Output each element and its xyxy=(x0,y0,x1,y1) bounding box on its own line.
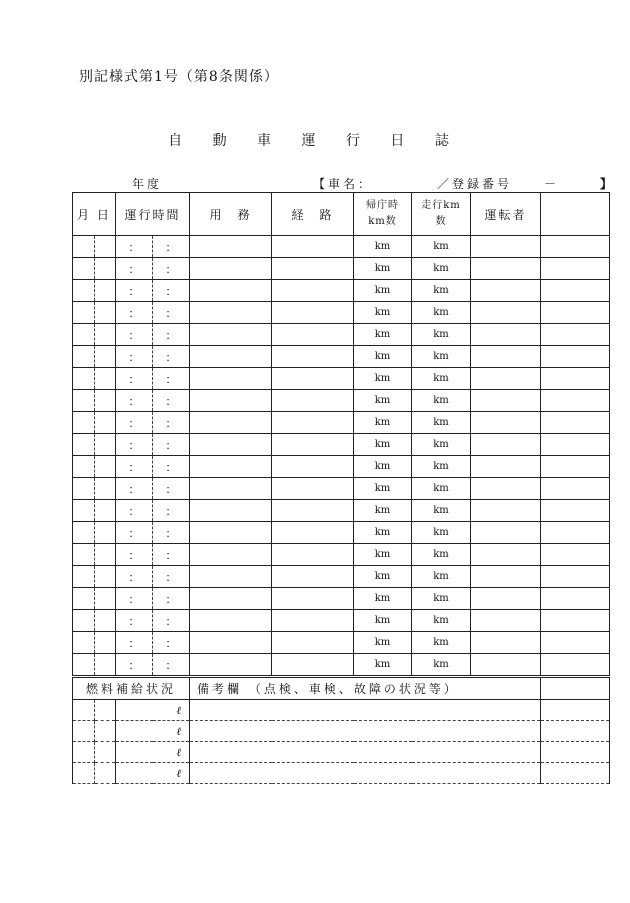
return-km-cell[interactable]: km xyxy=(354,258,412,280)
driver-cell[interactable] xyxy=(471,456,541,478)
driver-cell[interactable] xyxy=(471,236,541,258)
driver-cell[interactable] xyxy=(471,654,541,677)
end-time-cell[interactable]: ： xyxy=(153,522,190,544)
day-cell[interactable] xyxy=(95,390,116,412)
end-time-cell[interactable]: ： xyxy=(153,258,190,280)
end-time-cell[interactable]: ： xyxy=(153,544,190,566)
fuel-day-cell[interactable] xyxy=(95,721,116,742)
log-row xyxy=(73,412,610,434)
month-cell[interactable] xyxy=(73,346,95,368)
start-time-cell[interactable]: ： xyxy=(116,588,153,610)
end-time-cell[interactable]: ： xyxy=(153,390,190,412)
start-time-cell[interactable]: ： xyxy=(116,544,153,566)
month-cell[interactable] xyxy=(73,456,95,478)
purpose-cell[interactable] xyxy=(190,236,272,258)
purpose-cell[interactable] xyxy=(190,478,272,500)
purpose-cell[interactable] xyxy=(190,324,272,346)
route-cell[interactable] xyxy=(272,588,354,610)
log-row xyxy=(73,258,610,280)
extra-cell[interactable] xyxy=(541,390,610,412)
purpose-cell[interactable] xyxy=(190,434,272,456)
return-km-cell[interactable]: km xyxy=(354,346,412,368)
month-cell[interactable] xyxy=(73,412,95,434)
month-cell[interactable] xyxy=(73,368,95,390)
route-cell[interactable] xyxy=(272,324,354,346)
fuel-header: 燃料補給状況 xyxy=(73,677,190,700)
extra-cell[interactable] xyxy=(541,478,610,500)
route-cell[interactable] xyxy=(272,302,354,324)
fuel-liter-cell[interactable]: ℓ xyxy=(116,700,190,721)
extra-cell[interactable] xyxy=(541,566,610,588)
header-month-day: 月 日 xyxy=(73,193,116,236)
route-cell[interactable] xyxy=(272,632,354,654)
driver-cell[interactable] xyxy=(471,610,541,632)
log-row xyxy=(73,632,610,654)
log-row xyxy=(73,390,610,412)
return-km-cell[interactable]: km xyxy=(354,390,412,412)
distance-km-cell[interactable]: km xyxy=(412,236,471,258)
extra-cell[interactable] xyxy=(541,500,610,522)
month-cell[interactable] xyxy=(73,610,95,632)
route-cell[interactable] xyxy=(272,456,354,478)
month-cell[interactable] xyxy=(73,478,95,500)
day-cell[interactable] xyxy=(95,412,116,434)
route-cell[interactable] xyxy=(272,368,354,390)
start-time-cell[interactable]: ： xyxy=(116,368,153,390)
end-time-cell[interactable]: ： xyxy=(153,280,190,302)
header-distance-line1: 走行km xyxy=(421,200,461,211)
remarks-header: 備考欄 （点検、車検、故障の状況等） xyxy=(190,677,541,700)
distance-km-cell[interactable]: km xyxy=(412,654,471,677)
log-row xyxy=(73,434,610,456)
header-return-km-line1: 帰庁時 xyxy=(366,200,400,211)
log-row xyxy=(73,368,610,390)
route-cell[interactable] xyxy=(272,258,354,280)
extra-cell[interactable] xyxy=(541,632,610,654)
extra-cell[interactable] xyxy=(541,346,610,368)
route-cell[interactable] xyxy=(272,280,354,302)
extra-cell[interactable] xyxy=(541,456,610,478)
start-time-cell[interactable]: ： xyxy=(116,522,153,544)
fuel-header-row xyxy=(73,677,610,700)
distance-km-cell[interactable]: km xyxy=(412,478,471,500)
return-km-cell[interactable]: km xyxy=(354,500,412,522)
purpose-cell[interactable] xyxy=(190,368,272,390)
driver-cell[interactable] xyxy=(471,412,541,434)
month-cell[interactable] xyxy=(73,566,95,588)
distance-km-cell[interactable]: km xyxy=(412,588,471,610)
remarks-extra-cell[interactable] xyxy=(541,700,610,721)
driver-cell[interactable] xyxy=(471,258,541,280)
day-cell[interactable] xyxy=(95,566,116,588)
extra-cell[interactable] xyxy=(541,434,610,456)
start-time-cell[interactable]: ： xyxy=(116,346,153,368)
route-cell[interactable] xyxy=(272,654,354,677)
remarks-cell[interactable] xyxy=(190,700,541,721)
header-return-km xyxy=(354,193,412,236)
driver-cell[interactable] xyxy=(471,566,541,588)
day-cell[interactable] xyxy=(95,280,116,302)
extra-cell[interactable] xyxy=(541,588,610,610)
return-km-cell[interactable]: km xyxy=(354,478,412,500)
end-time-cell[interactable]: ： xyxy=(153,434,190,456)
start-time-cell[interactable]: ： xyxy=(116,258,153,280)
route-cell[interactable] xyxy=(272,478,354,500)
distance-km-cell[interactable]: km xyxy=(412,522,471,544)
start-time-cell[interactable]: ： xyxy=(116,324,153,346)
end-time-cell[interactable]: ： xyxy=(153,324,190,346)
fuel-liter-cell[interactable]: ℓ xyxy=(116,721,190,742)
return-km-cell[interactable]: km xyxy=(354,566,412,588)
fuel-row xyxy=(73,742,610,763)
purpose-cell[interactable] xyxy=(190,544,272,566)
month-cell[interactable] xyxy=(73,434,95,456)
remarks-extra-cell[interactable] xyxy=(541,721,610,742)
return-km-cell[interactable]: km xyxy=(354,654,412,677)
start-time-cell[interactable]: ： xyxy=(116,236,153,258)
distance-km-cell[interactable]: km xyxy=(412,390,471,412)
purpose-cell[interactable] xyxy=(190,632,272,654)
month-cell[interactable] xyxy=(73,324,95,346)
purpose-cell[interactable] xyxy=(190,588,272,610)
month-cell[interactable] xyxy=(73,280,95,302)
purpose-cell[interactable] xyxy=(190,258,272,280)
log-row xyxy=(73,588,610,610)
route-cell[interactable] xyxy=(272,412,354,434)
purpose-cell[interactable] xyxy=(190,412,272,434)
distance-km-cell[interactable]: km xyxy=(412,346,471,368)
start-time-cell[interactable]: ： xyxy=(116,500,153,522)
purpose-cell[interactable] xyxy=(190,566,272,588)
day-cell[interactable] xyxy=(95,368,116,390)
distance-km-cell[interactable]: km xyxy=(412,566,471,588)
day-cell[interactable] xyxy=(95,258,116,280)
extra-cell[interactable] xyxy=(541,368,610,390)
fuel-row xyxy=(73,700,610,721)
return-km-cell[interactable]: km xyxy=(354,588,412,610)
driver-cell[interactable] xyxy=(471,522,541,544)
end-time-cell[interactable]: ： xyxy=(153,566,190,588)
start-time-cell[interactable]: ： xyxy=(116,456,153,478)
fuel-day-cell[interactable] xyxy=(95,700,116,721)
route-cell[interactable] xyxy=(272,566,354,588)
start-time-cell[interactable]: ： xyxy=(116,302,153,324)
driver-cell[interactable] xyxy=(471,302,541,324)
route-cell[interactable] xyxy=(272,522,354,544)
return-km-cell[interactable]: km xyxy=(354,302,412,324)
end-time-cell[interactable]: ： xyxy=(153,654,190,677)
return-km-cell[interactable]: km xyxy=(354,280,412,302)
start-time-cell[interactable]: ： xyxy=(116,632,153,654)
end-time-cell[interactable]: ： xyxy=(153,588,190,610)
day-cell[interactable] xyxy=(95,610,116,632)
start-time-cell[interactable]: ： xyxy=(116,654,153,677)
end-time-cell[interactable]: ： xyxy=(153,412,190,434)
month-cell[interactable] xyxy=(73,302,95,324)
fuel-month-cell[interactable] xyxy=(73,721,95,742)
route-cell[interactable] xyxy=(272,434,354,456)
car-name-label: 【車名： xyxy=(313,177,374,191)
driver-cell[interactable] xyxy=(471,500,541,522)
return-km-cell[interactable]: km xyxy=(354,324,412,346)
log-row xyxy=(73,610,610,632)
log-row xyxy=(73,346,610,368)
fuel-month-cell[interactable] xyxy=(73,700,95,721)
distance-km-cell[interactable]: km xyxy=(412,500,471,522)
distance-km-cell[interactable]: km xyxy=(412,544,471,566)
remarks-cell[interactable] xyxy=(190,721,541,742)
driver-cell[interactable] xyxy=(471,368,541,390)
day-cell[interactable] xyxy=(95,302,116,324)
purpose-cell[interactable] xyxy=(190,346,272,368)
header-distance-line2: 数 xyxy=(435,216,447,227)
day-cell[interactable] xyxy=(95,522,116,544)
driver-cell[interactable] xyxy=(471,434,541,456)
log-row xyxy=(73,302,610,324)
fuel-day-cell[interactable] xyxy=(95,763,116,784)
end-time-cell[interactable]: ： xyxy=(153,610,190,632)
header-extra xyxy=(541,193,610,236)
month-cell[interactable] xyxy=(73,500,95,522)
day-cell[interactable] xyxy=(95,456,116,478)
start-time-cell[interactable]: ： xyxy=(116,610,153,632)
end-time-cell[interactable]: ： xyxy=(153,302,190,324)
driver-cell[interactable] xyxy=(471,280,541,302)
distance-km-cell[interactable]: km xyxy=(412,302,471,324)
distance-km-cell[interactable]: km xyxy=(412,434,471,456)
route-cell[interactable] xyxy=(272,346,354,368)
header-route: 経 路 xyxy=(272,193,354,236)
distance-km-cell[interactable]: km xyxy=(412,456,471,478)
route-cell[interactable] xyxy=(272,544,354,566)
day-cell[interactable] xyxy=(95,632,116,654)
distance-km-cell[interactable]: km xyxy=(412,258,471,280)
day-cell[interactable] xyxy=(95,654,116,677)
distance-km-cell[interactable]: km xyxy=(412,632,471,654)
driver-cell[interactable] xyxy=(471,588,541,610)
purpose-cell[interactable] xyxy=(190,522,272,544)
log-row xyxy=(73,654,610,677)
log-row xyxy=(73,324,610,346)
log-row xyxy=(73,478,610,500)
extra-cell[interactable] xyxy=(541,258,610,280)
remarks-extra xyxy=(541,677,610,700)
return-km-cell[interactable]: km xyxy=(354,368,412,390)
purpose-cell[interactable] xyxy=(190,456,272,478)
end-time-cell[interactable]: ： xyxy=(153,368,190,390)
return-km-cell[interactable]: km xyxy=(354,632,412,654)
fuel-row xyxy=(73,763,610,784)
day-cell[interactable] xyxy=(95,588,116,610)
log-row xyxy=(73,500,610,522)
extra-cell[interactable] xyxy=(541,522,610,544)
header-driver: 運転者 xyxy=(471,193,541,236)
year-label: 年度 xyxy=(132,177,163,191)
day-cell[interactable] xyxy=(95,346,116,368)
fuel-month-cell[interactable] xyxy=(73,742,95,763)
start-time-cell[interactable]: ： xyxy=(116,390,153,412)
log-row xyxy=(73,236,610,258)
purpose-cell[interactable] xyxy=(190,654,272,677)
end-time-cell[interactable]: ： xyxy=(153,500,190,522)
purpose-cell[interactable] xyxy=(190,302,272,324)
remarks-extra-cell[interactable] xyxy=(541,763,610,784)
log-row xyxy=(73,456,610,478)
log-row xyxy=(73,522,610,544)
distance-km-cell[interactable]: km xyxy=(412,324,471,346)
fuel-liter-cell[interactable]: ℓ xyxy=(116,763,190,784)
extra-cell[interactable] xyxy=(541,324,610,346)
form-id: 別記様式第1号（第8条関係） xyxy=(79,69,279,85)
remarks-cell[interactable] xyxy=(190,763,541,784)
fuel-month-cell[interactable] xyxy=(73,763,95,784)
purpose-cell[interactable] xyxy=(190,610,272,632)
extra-cell[interactable] xyxy=(541,544,610,566)
document-title: 自 動 車 運 行 日 誌 xyxy=(168,133,462,149)
header-distance xyxy=(412,193,471,236)
end-time-cell[interactable]: ： xyxy=(153,632,190,654)
registration-label: ／登録番号 xyxy=(437,177,513,191)
extra-cell[interactable] xyxy=(541,280,610,302)
distance-km-cell[interactable]: km xyxy=(412,368,471,390)
purpose-cell[interactable] xyxy=(190,280,272,302)
start-time-cell[interactable]: ： xyxy=(116,566,153,588)
purpose-cell[interactable] xyxy=(190,500,272,522)
day-cell[interactable] xyxy=(95,478,116,500)
end-time-cell[interactable]: ： xyxy=(153,478,190,500)
day-cell[interactable] xyxy=(95,544,116,566)
month-cell[interactable] xyxy=(73,632,95,654)
driver-cell[interactable] xyxy=(471,478,541,500)
log-row xyxy=(73,544,610,566)
close-bracket: 】 xyxy=(600,177,613,191)
month-cell[interactable] xyxy=(73,390,95,412)
extra-cell[interactable] xyxy=(541,236,610,258)
start-time-cell[interactable]: ： xyxy=(116,434,153,456)
month-cell[interactable] xyxy=(73,544,95,566)
registration-dash: － xyxy=(544,177,557,191)
month-cell[interactable] xyxy=(73,236,95,258)
route-cell[interactable] xyxy=(272,500,354,522)
distance-km-cell[interactable]: km xyxy=(412,412,471,434)
start-time-cell[interactable]: ： xyxy=(116,412,153,434)
header-operating-time: 運行時間 xyxy=(116,193,190,236)
route-cell[interactable] xyxy=(272,390,354,412)
return-km-cell[interactable]: km xyxy=(354,610,412,632)
fuel-row xyxy=(73,721,610,742)
purpose-cell[interactable] xyxy=(190,390,272,412)
end-time-cell[interactable]: ： xyxy=(153,456,190,478)
return-km-cell[interactable]: km xyxy=(354,456,412,478)
extra-cell[interactable] xyxy=(541,302,610,324)
distance-km-cell[interactable]: km xyxy=(412,610,471,632)
month-cell[interactable] xyxy=(73,522,95,544)
extra-cell[interactable] xyxy=(541,412,610,434)
day-cell[interactable] xyxy=(95,324,116,346)
log-row xyxy=(73,280,610,302)
return-km-cell[interactable]: km xyxy=(354,522,412,544)
header-return-km-line2: km数 xyxy=(368,216,397,227)
route-cell[interactable] xyxy=(272,236,354,258)
end-time-cell[interactable]: ： xyxy=(153,236,190,258)
driver-cell[interactable] xyxy=(471,346,541,368)
day-cell[interactable] xyxy=(95,434,116,456)
route-cell[interactable] xyxy=(272,610,354,632)
header-purpose: 用 務 xyxy=(190,193,272,236)
extra-cell[interactable] xyxy=(541,610,610,632)
driver-cell[interactable] xyxy=(471,544,541,566)
distance-km-cell[interactable]: km xyxy=(412,280,471,302)
start-time-cell[interactable]: ： xyxy=(116,280,153,302)
driver-cell[interactable] xyxy=(471,390,541,412)
table-header-row xyxy=(73,193,610,236)
operation-log-table xyxy=(72,192,610,784)
log-row xyxy=(73,566,610,588)
start-time-cell[interactable]: ： xyxy=(116,478,153,500)
return-km-cell[interactable]: km xyxy=(354,236,412,258)
month-cell[interactable] xyxy=(73,258,95,280)
return-km-cell[interactable]: km xyxy=(354,434,412,456)
extra-cell[interactable] xyxy=(541,654,610,677)
remarks-cell[interactable] xyxy=(190,742,541,763)
return-km-cell[interactable]: km xyxy=(354,412,412,434)
fuel-day-cell[interactable] xyxy=(95,742,116,763)
month-cell[interactable] xyxy=(73,654,95,677)
remarks-extra-cell[interactable] xyxy=(541,742,610,763)
driver-cell[interactable] xyxy=(471,324,541,346)
end-time-cell[interactable]: ： xyxy=(153,346,190,368)
driver-cell[interactable] xyxy=(471,632,541,654)
fuel-liter-cell[interactable]: ℓ xyxy=(116,742,190,763)
return-km-cell[interactable]: km xyxy=(354,544,412,566)
day-cell[interactable] xyxy=(95,236,116,258)
month-cell[interactable] xyxy=(73,588,95,610)
day-cell[interactable] xyxy=(95,500,116,522)
